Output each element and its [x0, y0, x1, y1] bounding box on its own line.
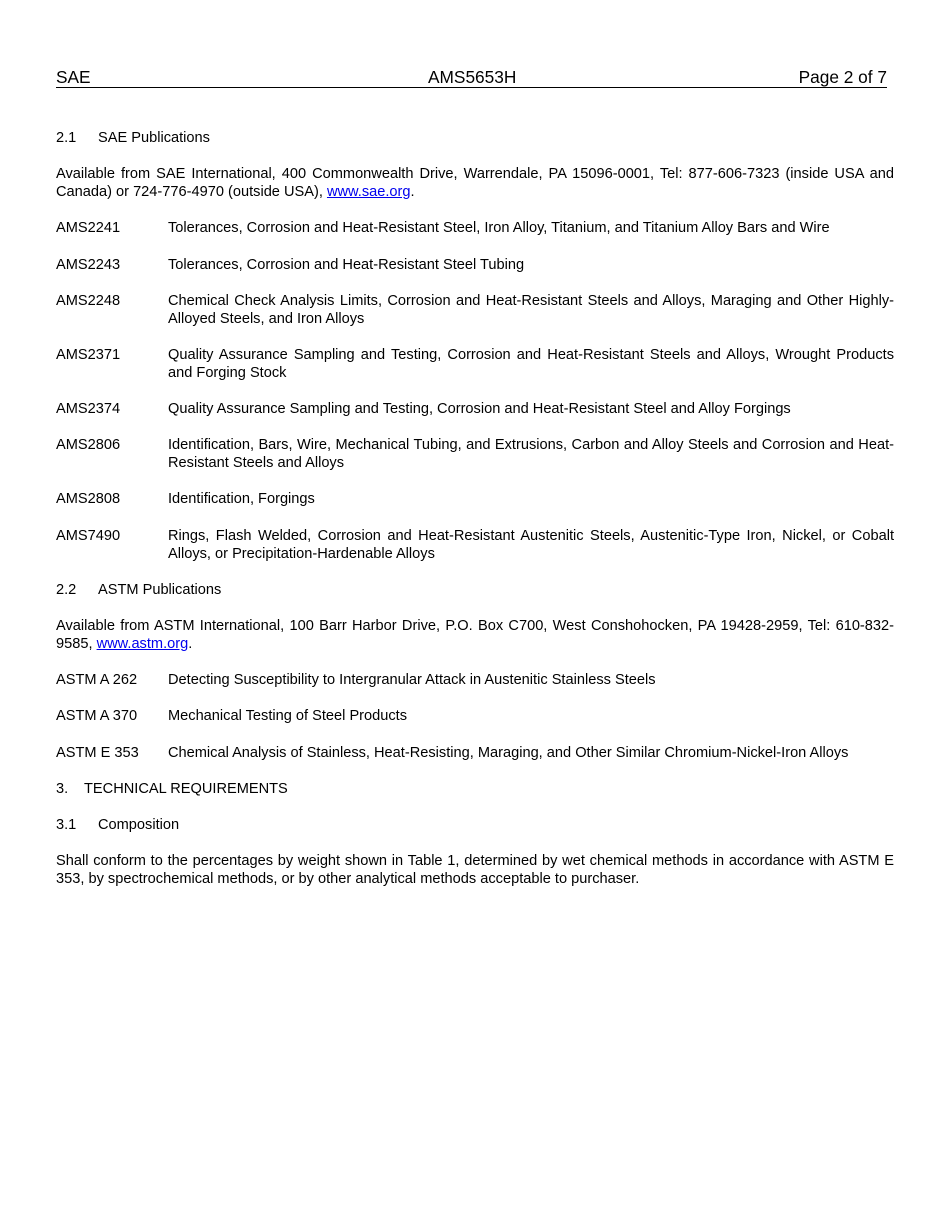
section-number: 2.1 — [56, 130, 77, 146]
reference-item — [56, 671, 894, 689]
reference-item — [56, 744, 894, 762]
intro-text: Available from ASTM International, 100 Barr Harbor Drive, P.O. Box C700, West Conshohocken, PA 19428-2959, Tel: 610-832-9585, — [56, 618, 894, 652]
reference-title: Identification, Bars, Wire, Mechanical Tubing, and Extrusions, Carbon and Alloy Steels and Corrosion and Heat-Resistant Steels and Alloys — [168, 437, 894, 471]
section-3-1-heading — [56, 816, 179, 834]
reference-code: ASTM E 353 — [56, 745, 139, 761]
reference-code: AMS2241 — [56, 220, 121, 236]
header-document-number: AMS5653H — [428, 67, 517, 87]
reference-code: AMS7490 — [56, 528, 121, 544]
reference-title: Mechanical Testing of Steel Products — [168, 708, 408, 724]
header-publisher: SAE — [56, 67, 91, 87]
intro-tail: . — [410, 184, 415, 200]
reference-code: AMS2243 — [56, 257, 121, 273]
section-2-2-intro — [56, 617, 894, 653]
intro-tail: . — [188, 636, 193, 652]
reference-item — [56, 346, 894, 382]
reference-item — [56, 490, 894, 508]
section-title: Composition — [98, 817, 180, 833]
reference-item — [56, 400, 894, 418]
reference-title: Identification, Forgings — [168, 491, 315, 507]
reference-title: Quality Assurance Sampling and Testing, Corrosion and Heat-Resistant Steels and Alloys, Wrought Products and Forging Stock — [168, 347, 894, 381]
reference-title: Tolerances, Corrosion and Heat-Resistant Steel Tubing — [168, 257, 525, 273]
astm-website-link[interactable]: www.astm.org — [96, 636, 189, 652]
section-title: TECHNICAL REQUIREMENTS — [84, 781, 288, 797]
reference-title: Chemical Check Analysis Limits, Corrosion and Heat-Resistant Steels and Alloys, Maraging and Other Highly-Alloyed Steels, and Iron Alloys — [168, 293, 894, 327]
reference-item — [56, 436, 894, 472]
reference-title: Rings, Flash Welded, Corrosion and Heat-Resistant Austenitic Steels, Austenitic-Type Iron, Nickel, or Cobalt Alloys, or Precipitation-Hardenable Alloys — [168, 528, 894, 562]
reference-code: ASTM A 370 — [56, 708, 138, 724]
reference-code: AMS2371 — [56, 347, 121, 363]
reference-code: AMS2248 — [56, 293, 121, 309]
section-title: SAE Publications — [98, 130, 210, 146]
sae-website-link[interactable]: www.sae.org — [326, 184, 411, 200]
body-text: Shall conform to the percentages by weight shown in Table 1, determined by wet chemical methods in accordance with ASTM E 353, by spectrochemical methods, or by other analytical methods acceptable to purchaser. — [56, 853, 894, 887]
section-3-1-body — [56, 852, 894, 888]
section-number: 3. — [56, 781, 69, 797]
section-2-2-heading — [56, 581, 221, 599]
reference-code: AMS2374 — [56, 401, 121, 417]
section-3-heading — [56, 780, 288, 798]
section-number: 3.1 — [56, 817, 77, 833]
reference-item — [56, 256, 894, 274]
reference-title: Quality Assurance Sampling and Testing, Corrosion and Heat-Resistant Steel and Alloy Forgings — [168, 401, 791, 417]
header-page-number: Page 2 of 7 — [798, 67, 887, 87]
reference-code: ASTM A 262 — [56, 672, 138, 688]
reference-title: Detecting Susceptibility to Intergranular Attack in Austenitic Stainless Steels — [168, 672, 656, 688]
reference-item — [56, 219, 894, 237]
reference-item — [56, 527, 894, 563]
reference-item — [56, 292, 894, 328]
section-number: 2.2 — [56, 582, 77, 598]
section-2-1-intro — [56, 165, 894, 201]
reference-code: AMS2808 — [56, 491, 121, 507]
reference-title: Tolerances, Corrosion and Heat-Resistant Steel, Iron Alloy, Titanium, and Titanium Alloy Bars and Wire — [168, 220, 830, 236]
intro-text: Available from SAE International, 400 Commonwealth Drive, Warrendale, PA 15096-0001, Tel: 877-606-7323 (inside USA and Canada) or 724-776-4970 (outside USA), — [56, 166, 894, 200]
reference-item — [56, 707, 894, 725]
reference-title: Chemical Analysis of Stainless, Heat-Resisting, Maraging, and Other Similar Chromium-Nickel-Iron Alloys — [168, 745, 849, 761]
section-title: ASTM Publications — [98, 582, 222, 598]
page-header — [56, 67, 887, 88]
reference-code: AMS2806 — [56, 437, 121, 453]
section-2-1-heading — [56, 129, 210, 147]
